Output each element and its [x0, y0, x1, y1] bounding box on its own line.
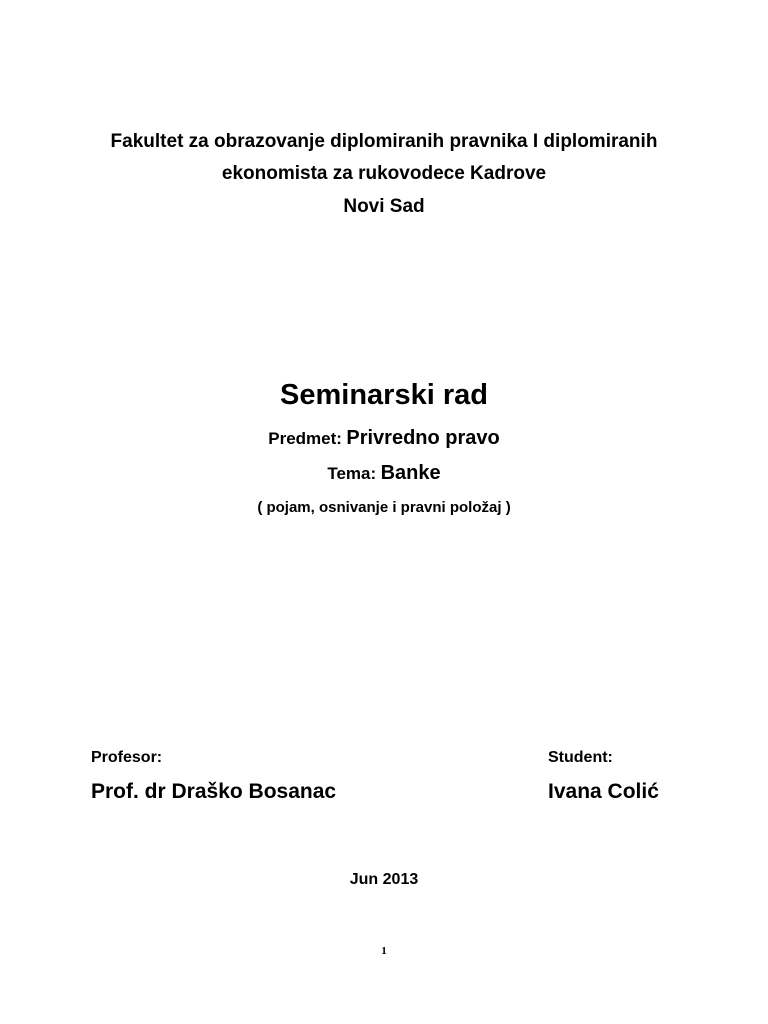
professor-label: Profesor:	[91, 749, 163, 766]
page-number: 1	[381, 945, 387, 957]
professor-name: Prof. dr Draško Bosanac	[91, 780, 337, 803]
institution-line-2: ekonomista za rukovodece Kadrove	[221, 163, 547, 184]
topic-label: Tema:	[327, 464, 377, 483]
institution-city: Novi Sad	[343, 196, 425, 217]
topic-value: Banke	[380, 462, 441, 484]
document-title: Seminarski rad	[280, 379, 488, 411]
subject-line	[0, 424, 768, 454]
subject-label: Predmet:	[268, 429, 342, 448]
student-label: Student:	[548, 749, 613, 766]
topic-subtitle: ( pojam, osnivanje i pravni položaj )	[257, 499, 511, 516]
topic-line	[0, 459, 768, 489]
document-date: Jun 2013	[349, 871, 419, 888]
subject-value: Privredno pravo	[346, 427, 500, 449]
institution-line-1: Fakultet za obrazovanje diplomiranih pravnika I diplomiranih	[110, 131, 658, 152]
student-name: Ivana Colić	[548, 780, 659, 803]
